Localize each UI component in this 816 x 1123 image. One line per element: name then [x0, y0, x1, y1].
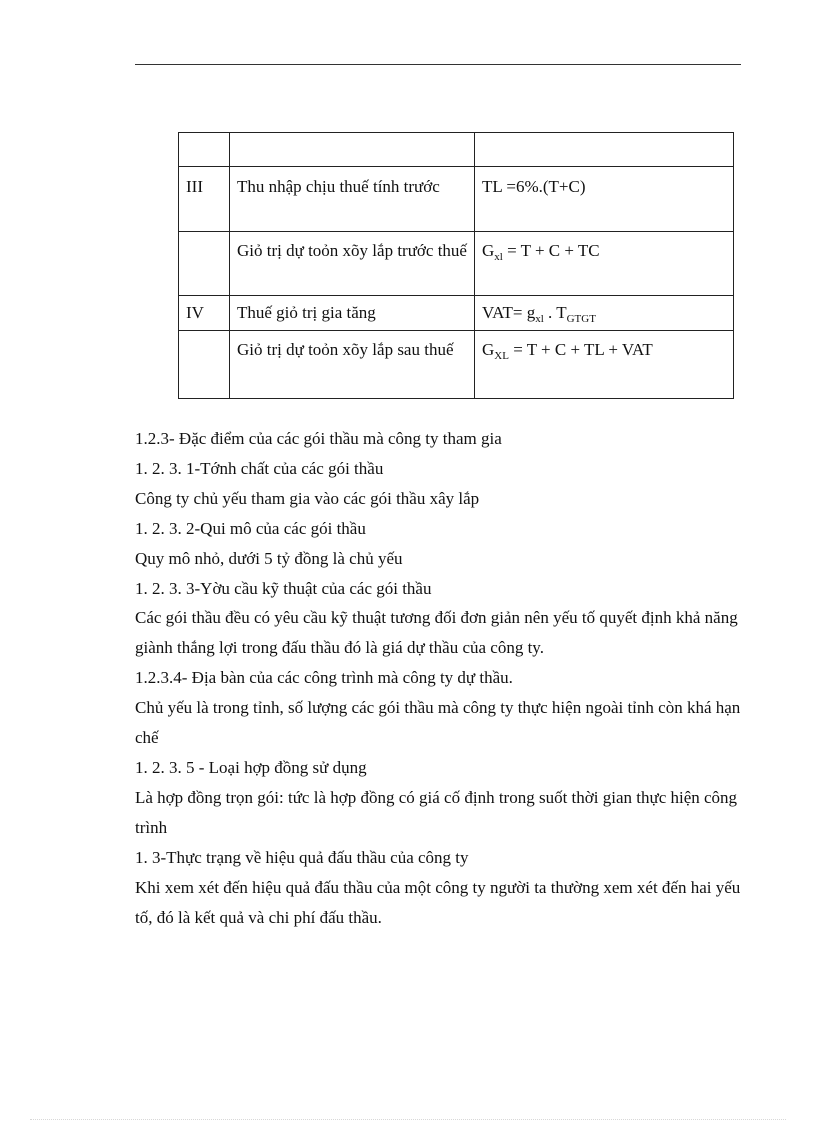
item-cell: Giỏ trị dự toỏn xõy lắp sau thuế: [230, 331, 475, 399]
paragraph: Là hợp đồng trọn gói: tức là hợp đồng có giá cố định trong suốt thời gian thực hiện công trình: [135, 787, 738, 837]
formula-expression: . T: [543, 303, 567, 322]
subsection-heading: 1.2.3.4- Địa bàn của các công trình mà công ty dự thầu.: [135, 668, 513, 688]
table-row: [179, 296, 734, 331]
subsection-heading: 1. 2. 3. 1-Tớnh chất của các gói thầu: [135, 458, 384, 478]
formula-expression: = T + C + TC: [502, 241, 600, 260]
section-heading: 1.2.3- Đặc điểm của các gói thầu mà công ty tham gia: [135, 429, 502, 448]
formula-subscript: GTGT: [566, 313, 596, 325]
paragraph: Khi xem xét đến hiệu quả đấu thầu của một công ty người ta thường xem xét đến hai yếu tố, đó là kết quả và chi phí đấu thầu.: [135, 877, 741, 927]
row-number-cell: [179, 232, 230, 296]
table-row: [179, 232, 734, 296]
paragraph: Chủ yếu là trong tỉnh, số lượng các gói thầu mà công ty thực hiện ngoài tỉnh còn khá hạn chế: [135, 698, 741, 748]
table-row: [179, 331, 734, 399]
cost-estimate-table: [178, 132, 734, 399]
section-heading: 1. 3-Thực trạng về hiệu quả đấu thầu của công ty: [135, 847, 469, 867]
formula-cell: [475, 133, 734, 167]
formula-symbol: G: [482, 241, 495, 260]
paragraph: Công ty chủ yếu tham gia vào các gói thầu xây lắp: [135, 488, 480, 508]
formula-cell: [475, 232, 734, 296]
header-rule: [135, 64, 741, 65]
item-cell: Thu nhập chịu thuế tính trước: [230, 167, 475, 232]
formula-cell: TL =6%.(T+C): [475, 167, 734, 232]
item-cell: Giỏ trị dự toỏn xõy lắp trước thuế: [230, 232, 475, 296]
subsection-heading: 1. 2. 3. 5 - Loại hợp đồng sử dụng: [135, 757, 367, 777]
document-body: [135, 424, 745, 932]
paragraph: Các gói thầu đều có yêu cầu kỹ thuật tương đối đơn giản nên yếu tố quyết định khả năng giành thắng lợi trong đấu thầu đó là giá dự thầu của công ty.: [135, 608, 738, 658]
table-row: [179, 133, 734, 167]
item-cell: Thuế giỏ trị gia tăng: [230, 296, 475, 331]
subsection-heading: 1. 2. 3. 2-Qui mô của các gói thầu: [135, 518, 366, 538]
row-number-cell: [179, 133, 230, 167]
formula-subscript: XL: [494, 350, 509, 362]
formula-subscript: xl: [535, 313, 544, 325]
subsection-heading: 1. 2. 3. 3-Yờu cầu kỹ thuật của các gói thầu: [135, 578, 432, 598]
row-number-cell: [179, 331, 230, 399]
item-cell: [230, 133, 475, 167]
formula-cell: [475, 331, 734, 399]
table-row: [179, 167, 734, 232]
row-number-cell: III: [179, 167, 230, 232]
paragraph: Quy mô nhỏ, dưới 5 tỷ đồng là chủ yếu: [135, 548, 403, 568]
page-bottom-edge: [30, 1119, 786, 1120]
formula-subscript: xl: [494, 251, 503, 263]
formula-symbol: G: [482, 340, 495, 359]
formula-symbol: VAT= g: [482, 303, 536, 322]
formula-expression: = T + C + TL + VAT: [508, 340, 653, 359]
formula-cell: [475, 296, 734, 331]
row-number-cell: IV: [179, 296, 230, 331]
